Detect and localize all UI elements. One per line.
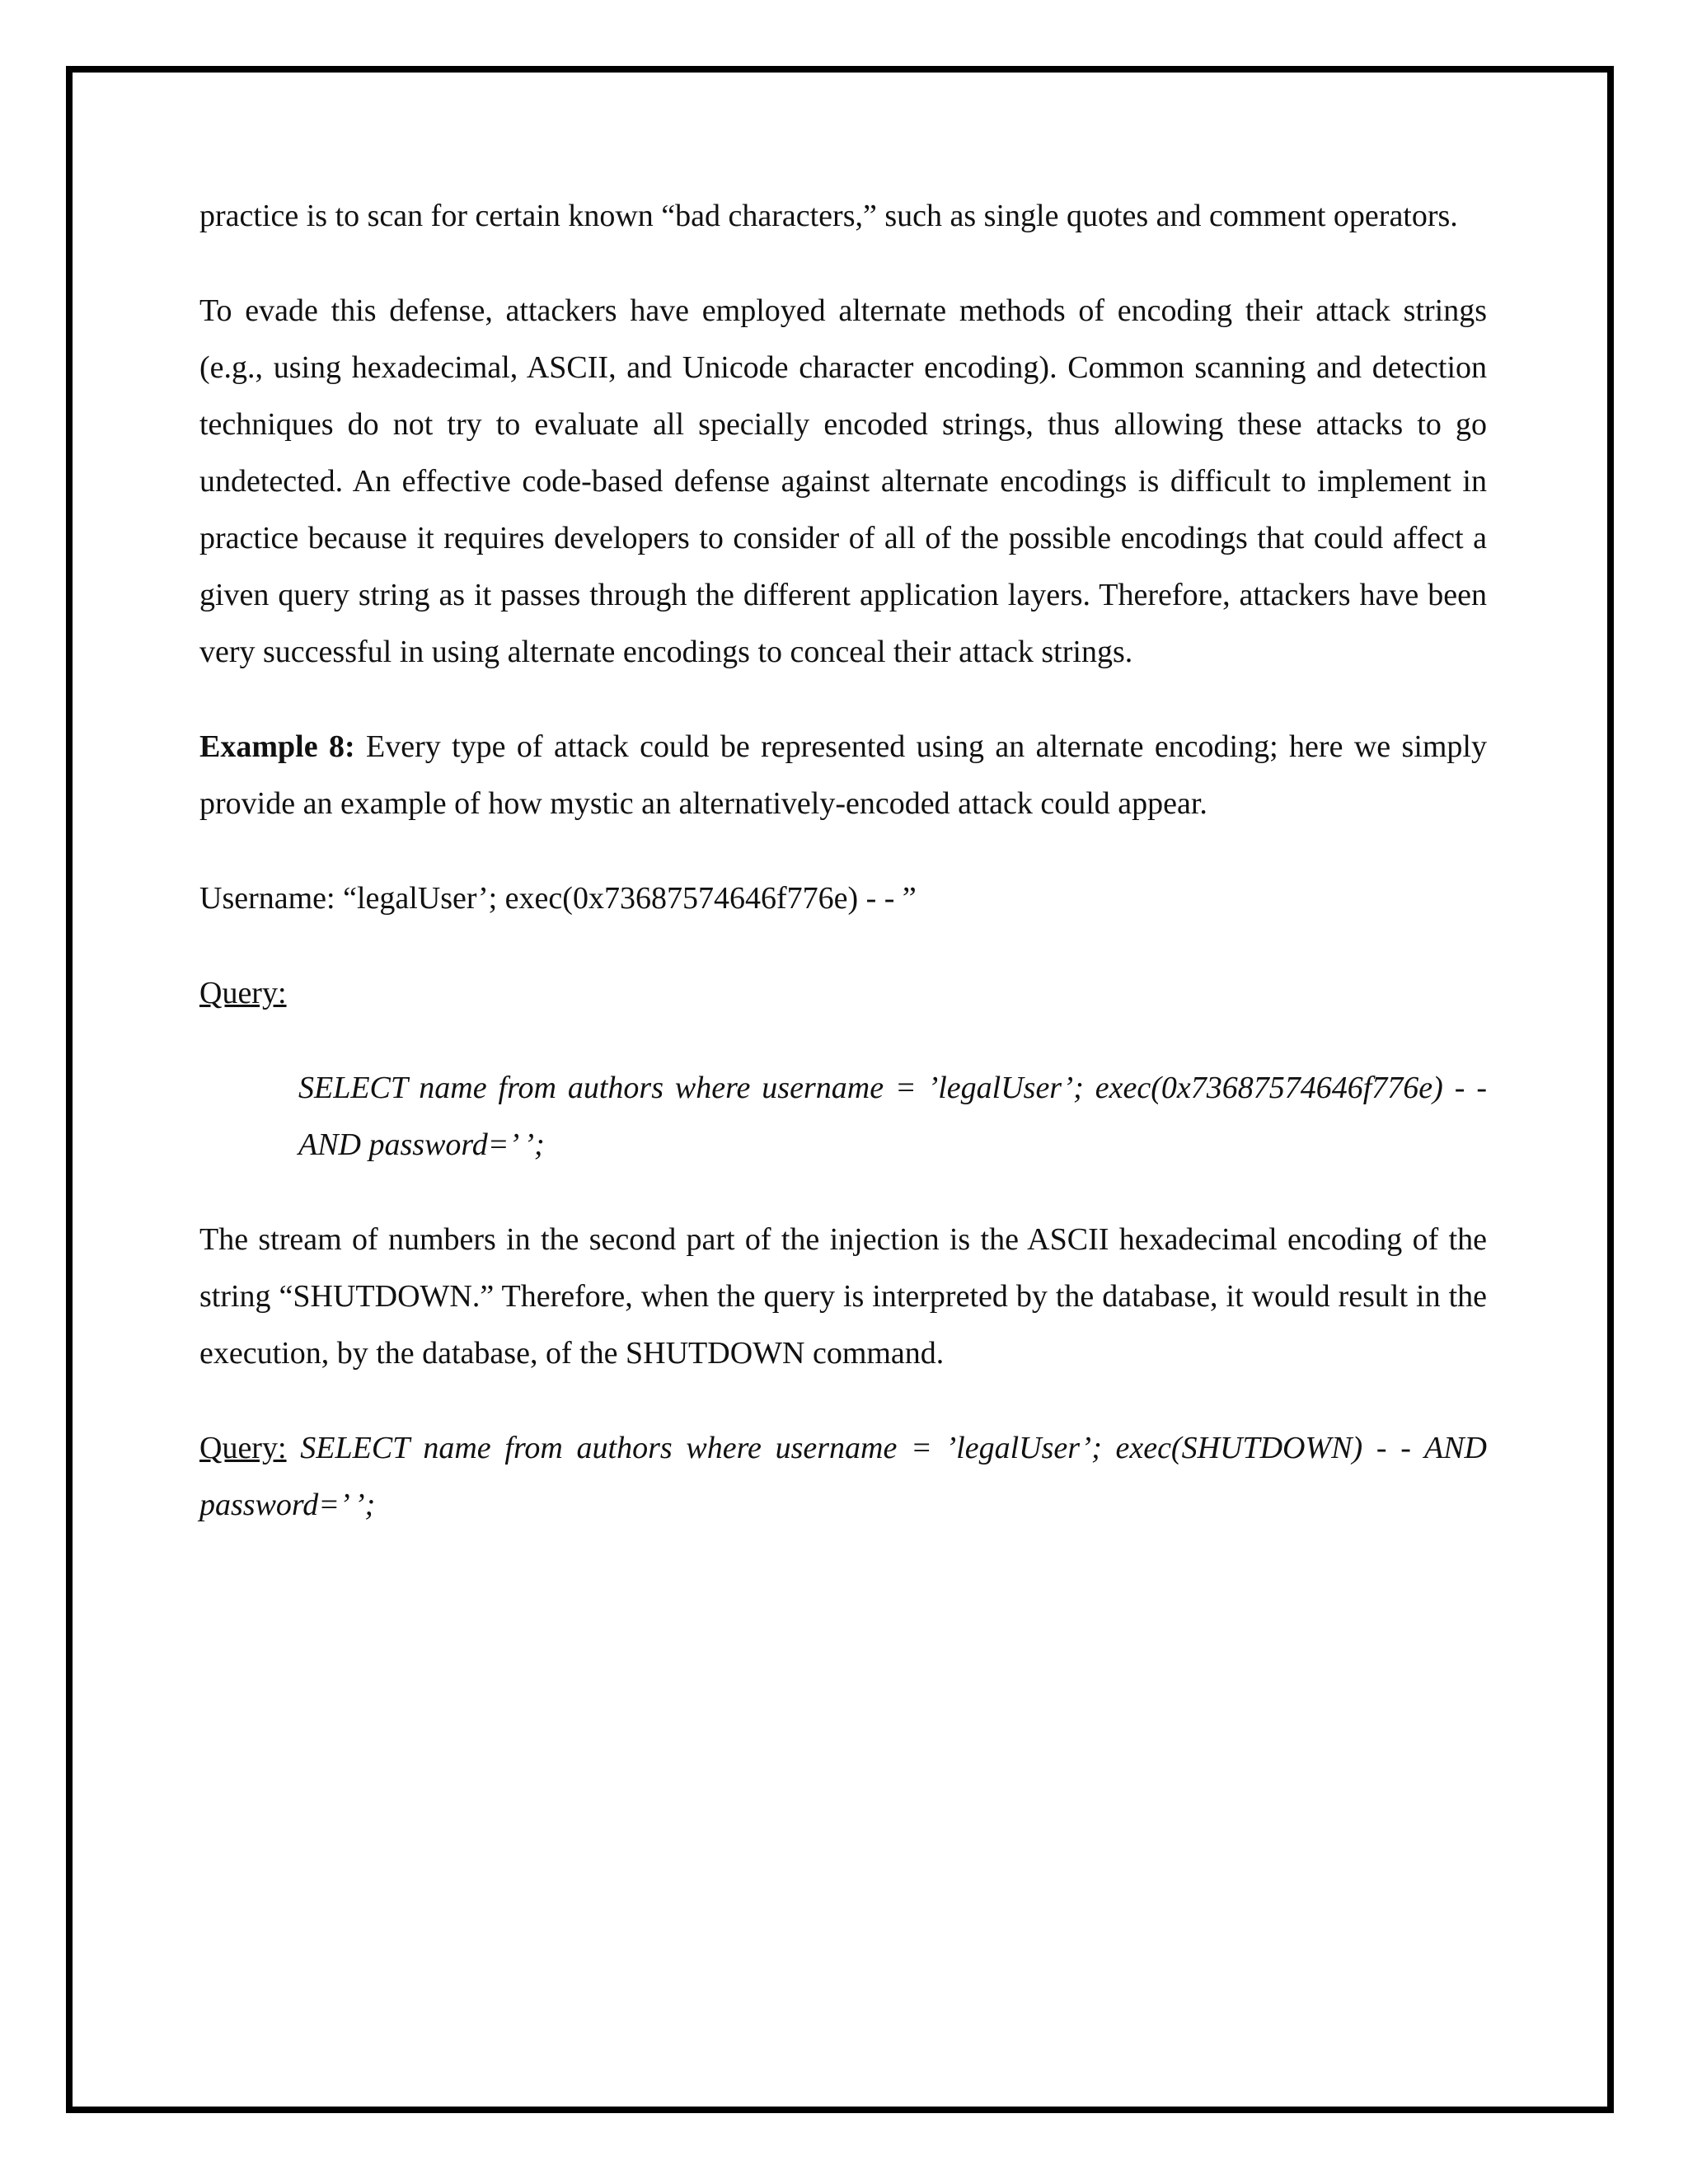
query2-text: SELECT name from authors where username = ’legalUser’; exec(SHUTDOWN) - - AND password=’ ’;: [199, 1431, 1487, 1522]
paragraph-example: [199, 719, 1487, 832]
query-line-2: [199, 1420, 1487, 1534]
query-label: Query:: [199, 976, 287, 1010]
query-code-block: SELECT name from authors where username = ’legalUser’; exec(0x73687574646f776e) - - AND password=’ ’;: [298, 1071, 1487, 1162]
query-heading: [199, 965, 1487, 1022]
example-text: Every type of attack could be represented using an alternate encoding; here we simply provide an example of how mystic an alternatively-encoded attack could appear.: [199, 729, 1487, 821]
query2-label: Query:: [199, 1431, 287, 1465]
username-line: Username: “legalUser’; exec(0x73687574646f776e) - - ”: [199, 881, 917, 916]
paragraph-explanation: The stream of numbers in the second part of the injection is the ASCII hexadecimal encoding of the string “SHUTDOWN.” Therefore, when the query is interpreted by the database, it would result in the execution, by the database, of the SHUTDOWN command.: [199, 1222, 1487, 1371]
example-label: Example 8:: [199, 729, 355, 764]
paragraph-intro: practice is to scan for certain known “bad characters,” such as single quotes and comment operators.: [199, 199, 1458, 233]
paragraph-evasion: To evade this defense, attackers have employed alternate methods of encoding their attack strings (e.g., using hexadecimal, ASCII, and Unicode character encoding). Common scanning and detection techniques do not try to evaluate all specially encoded strings, thus allowing these attacks to go undetected. An effective code-based defense against alternate encodings is difficult to implement in practice because it requires developers to consider of all of the possible encodings that could affect a given query string as it passes through the different application layers. Therefore, attackers have been very successful in using alternate encodings to conceal their attack strings.: [199, 293, 1487, 669]
document-body: [199, 188, 1487, 1534]
